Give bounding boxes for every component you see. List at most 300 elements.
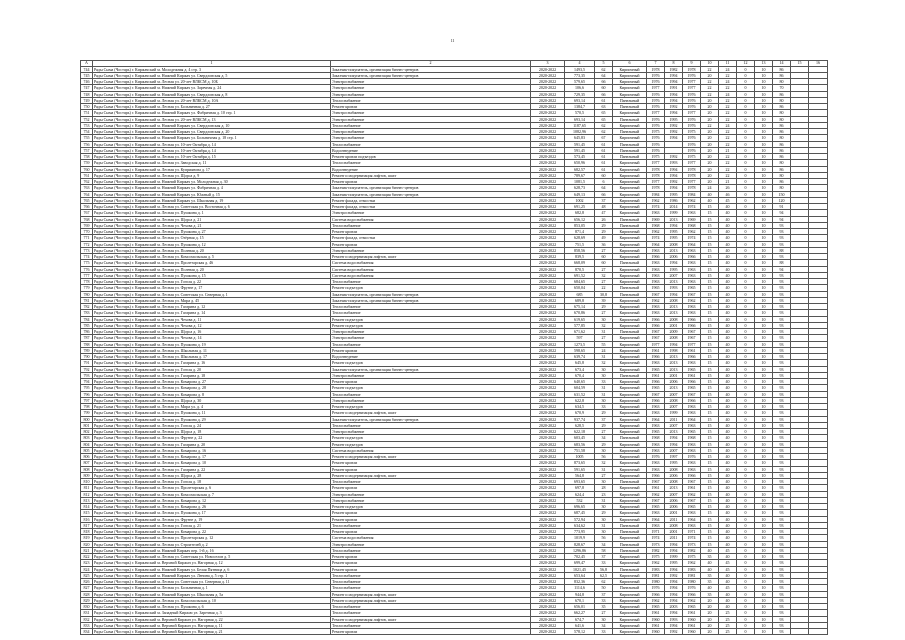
table-cell: 65 — [595, 116, 613, 122]
table-cell: 15 — [701, 516, 719, 522]
table-cell: 1994 — [665, 260, 683, 266]
table-cell: 1966 — [683, 354, 701, 360]
table-cell: 10 — [755, 229, 773, 235]
table-cell: Теплоснабжение — [331, 279, 531, 285]
table-cell: 93 — [773, 291, 791, 297]
table-cell: Панельный — [613, 141, 647, 147]
table-cell: Система водоснабжения — [331, 266, 531, 272]
table-cell: 853,05 — [565, 222, 595, 228]
table-cell: 88 — [773, 247, 791, 253]
table-cell: 813 — [81, 497, 93, 503]
table-cell: 1962 — [647, 297, 665, 303]
table-cell: 2020-2022 — [531, 191, 565, 197]
table-cell: 10 — [755, 522, 773, 528]
table-cell: 40 — [719, 435, 737, 441]
table-cell: Ряды Сыма (Чостарь) г. Киржачский м. Нижний Киржач ул. Белая Пятница д. 6 — [93, 566, 331, 572]
table-cell: 2020-2022 — [531, 322, 565, 328]
table-cell: Кирпичный — [613, 460, 647, 466]
table-cell: 93 — [773, 447, 791, 453]
table-cell: 1963 — [647, 260, 665, 266]
table-cell: 2006 — [665, 254, 683, 260]
table-cell: Ряды Сыма (Чостарь) г. Киржачский м. Верхний Киржач ул. Нагорная д. 12 — [93, 560, 331, 566]
table-cell: 40 — [719, 410, 737, 416]
table-cell: 36 — [595, 241, 613, 247]
table-cell: 10 — [755, 554, 773, 560]
table-cell: 1962 — [683, 491, 701, 497]
table-cell: 22 — [701, 66, 719, 72]
table-cell: 578,12 — [565, 629, 595, 635]
table-cell: 828 — [81, 591, 93, 597]
table-cell: 0 — [737, 347, 755, 353]
table-cell: 15 — [701, 366, 719, 372]
table-cell: Кирпичный — [613, 122, 647, 128]
table-cell: 649,13 — [565, 191, 595, 197]
table-cell: 570,5 — [565, 110, 595, 116]
table-cell: Ряды Сыма (Чостарь) г. Киржачский м. Нижний Киржач ул. Южный д. 15 — [93, 191, 331, 197]
table-cell: 10 — [755, 104, 773, 110]
table-cell: 0 — [737, 116, 755, 122]
table-cell: 93 — [773, 610, 791, 616]
table-cell: 1967 — [647, 329, 665, 335]
table-cell: 1966 — [683, 322, 701, 328]
table-cell: 22 — [719, 97, 737, 103]
table-cell: 32 — [595, 460, 613, 466]
table-cell: Ремонт подъездов — [331, 404, 531, 410]
table-cell: Теплоснабжение — [331, 222, 531, 228]
table-cell: 1967 — [683, 329, 701, 335]
table-cell: Кирпичный — [613, 472, 647, 478]
table-cell: Теплоснабжение — [331, 622, 531, 628]
table-cell: 691,52 — [565, 272, 595, 278]
table-cell: 2020-2022 — [531, 266, 565, 272]
table-cell: 40 — [719, 310, 737, 316]
table-cell: 2020-2022 — [531, 210, 565, 216]
table-cell: Заказчик-покупатель, организация бизнес-центров — [331, 416, 531, 422]
table-cell: 1976 — [683, 97, 701, 103]
table-cell: 2013 — [665, 247, 683, 253]
table-cell: 1965 — [683, 604, 701, 610]
table-cell: 1977 — [683, 179, 701, 185]
table-cell: Кирпичный — [613, 66, 647, 72]
table-cell: 2008 — [665, 466, 683, 472]
table-cell: 20 — [701, 129, 719, 135]
table-cell: Ряды Сыма (Чостарь) г. Киржачский м. Лесная ул. 20-лет ВЛКСМ д. 10А — [93, 97, 331, 103]
table-cell: Ряды Сыма (Чостарь) г. Киржачский м. Лесная ул. Комарова д. 28 — [93, 385, 331, 391]
table-cell: 93 — [773, 235, 791, 241]
table-cell: 1969 — [647, 216, 665, 222]
table-cell: 93 — [773, 229, 791, 235]
table-cell: Ряды Сыма (Чостарь) г. Киржачский м. Лесная ул. Строителей д. 2 — [93, 541, 331, 547]
table-cell: 1960 — [683, 629, 701, 635]
table-cell: 1976 — [683, 147, 701, 153]
table-cell: 40 — [719, 454, 737, 460]
table-cell: 827 — [81, 585, 93, 591]
table-cell: Ряды Сыма (Чостарь) г. Киржачский м. Лесная ул. Больничная д. 27 — [93, 104, 331, 110]
table-cell: 699,47 — [565, 560, 595, 566]
table-cell: 15 — [701, 335, 719, 341]
table-cell: 771 — [81, 235, 93, 241]
table-cell: 34 — [595, 622, 613, 628]
table-cell: Ряды Сыма (Чостарь) г. Киржачский м. Лесная ул. Пушкина д. 11 — [93, 410, 331, 416]
table-cell: 10 — [755, 410, 773, 416]
table-cell: 1961 — [683, 485, 701, 491]
table-cell: 2020-2022 — [531, 279, 565, 285]
table-cell: 37 — [595, 554, 613, 560]
table-cell: 729,35 — [565, 91, 595, 97]
table-cell: 1975 — [647, 129, 665, 135]
table-cell: 93 — [773, 316, 791, 322]
table-cell: 1963 — [683, 272, 701, 278]
table-cell: 15 — [701, 210, 719, 216]
table-cell: 1998 — [665, 347, 683, 353]
table-cell: Электроснабжение — [331, 335, 531, 341]
table-cell: 40 — [701, 547, 719, 553]
table-cell: Ряды Сыма (Чостарь) г. Киржачский м. Верхний Киржач ул. Нагорная д. 21 — [93, 629, 331, 635]
table-cell: 40 — [719, 572, 737, 578]
table-cell: 2020-2022 — [531, 204, 565, 210]
table-cell: 93 — [773, 529, 791, 535]
table-cell: 2020-2022 — [531, 554, 565, 560]
table-cell: 780 — [81, 291, 93, 297]
table-cell: 61 — [595, 97, 613, 103]
table-cell: 10 — [755, 604, 773, 610]
table-cell: 25 — [719, 622, 737, 628]
table-cell: 32 — [595, 322, 613, 328]
table-cell: Ряды Сыма (Чостарь) г. Киржачский м. Лесная ул. Гагарина д. 22 — [93, 466, 331, 472]
table-cell: 10 — [755, 354, 773, 360]
table-cell: 2003 — [665, 604, 683, 610]
table-cell: 10 — [755, 497, 773, 503]
table-cell: 1994 — [665, 97, 683, 103]
table-cell: 1968 — [683, 222, 701, 228]
table-cell: Ремонт кровли — [331, 347, 531, 353]
table-cell: Ряды Сыма (Чостарь) г. Киржачский м. Лесная ул. Советская ул. Восточная д. 6 — [93, 204, 331, 210]
table-cell: Ряды Сыма (Чостарь) г. Киржачский м. Лесная ул. Гоголя д. 20 — [93, 366, 331, 372]
table-cell: 22 — [719, 160, 737, 166]
table-cell: 40 — [719, 579, 737, 585]
table-cell: 2020-2022 — [531, 72, 565, 78]
table-cell: 1961 — [683, 347, 701, 353]
table-cell: 2020-2022 — [531, 360, 565, 366]
column-header: 13 — [755, 61, 773, 67]
table-cell: 22 — [719, 110, 737, 116]
table-cell: 35 — [595, 604, 613, 610]
column-header: 7 — [647, 61, 665, 67]
table-cell: 93 — [773, 454, 791, 460]
table-cell: 2020-2022 — [531, 310, 565, 316]
table-cell: 24 — [701, 185, 719, 191]
table-cell: 0 — [737, 435, 755, 441]
table-cell: 0 — [737, 66, 755, 72]
table-cell: 15 — [701, 204, 719, 210]
table-cell: 1962 — [683, 197, 701, 203]
table-cell: Ряды Сыма (Чостарь) г. Киржачский м. Нижний Киржач ул. Больничная д. 18 стр. 1 — [93, 135, 331, 141]
table-cell — [809, 629, 828, 635]
table-cell: Ремонт подъездов — [331, 360, 531, 366]
table-cell: 1963 — [683, 510, 701, 516]
table-cell: 0 — [737, 460, 755, 466]
table-cell: 49 — [595, 235, 613, 241]
table-cell: Заказчик-покупатель, организация бизнес-центров — [331, 72, 531, 78]
table-cell: Ряды Сыма (Чостарь) г. Киржачский м. Лесная ул. Гагарина д. 18 — [93, 372, 331, 378]
table-cell: Теплоснабжение — [331, 610, 531, 616]
table-cell: Кирпичный — [613, 316, 647, 322]
table-cell: 33 — [595, 629, 613, 635]
table-cell: 673,4 — [565, 366, 595, 372]
table-cell: Ряды Сыма (Чостарь) г. Киржачский м. Лесная ул. Пролетарская д. 12 — [93, 535, 331, 541]
table-cell: 573,45 — [565, 154, 595, 160]
table-cell: 40 — [719, 391, 737, 397]
table-cell: 2020-2022 — [531, 610, 565, 616]
table-cell: 2013 — [665, 304, 683, 310]
table-cell: 792 — [81, 366, 93, 372]
table-cell: 20 — [701, 166, 719, 172]
table-cell: 1981 — [683, 572, 701, 578]
table-cell: Кирпичный — [613, 610, 647, 616]
table-cell: 2020-2022 — [531, 629, 565, 635]
table-cell: Ремонт подъездов — [331, 385, 531, 391]
table-cell: 0 — [737, 604, 755, 610]
table-cell: 40 — [719, 516, 737, 522]
table-cell: 15 — [701, 229, 719, 235]
table-cell: 6 — [595, 179, 613, 185]
table-cell: Ряды Сыма (Чостарь) г. Киржачский м. Лесная ул. Полевая д. 20 — [93, 247, 331, 253]
table-cell: 1965 — [683, 285, 701, 291]
table-cell: 15 — [701, 535, 719, 541]
table-cell: 15 — [701, 216, 719, 222]
table-cell: 1994 — [665, 622, 683, 628]
table-cell: 93 — [773, 591, 791, 597]
table-cell: 0 — [737, 185, 755, 191]
table-cell: Ремонт кровли — [331, 229, 531, 235]
table-cell: 29 — [595, 510, 613, 516]
table-cell: 10 — [755, 535, 773, 541]
table-cell: 1994 — [665, 172, 683, 178]
table-cell: 66 — [595, 191, 613, 197]
table-cell: 2020-2022 — [531, 572, 565, 578]
table-cell: 10 — [755, 404, 773, 410]
table-cell: Ряды Сыма (Чостарь) г. Киржачский м. Лесная ул. Мира д. 45 — [93, 297, 331, 303]
table-cell: Теплоснабжение — [331, 141, 531, 147]
table-cell: 1963 — [683, 441, 701, 447]
table-cell: Ремонт и модернизация лифтов, шахт — [331, 454, 531, 460]
table-cell: Ремонт кровли — [331, 529, 531, 535]
table-cell: 93 — [773, 354, 791, 360]
table-cell: 93 — [773, 422, 791, 428]
table-cell: 1961 — [683, 610, 701, 616]
table-cell: 10 — [755, 310, 773, 316]
table-cell: 1991 — [665, 85, 683, 91]
table-cell: Ряды Сыма (Чостарь) г. Киржачский м. Нижний Киржач ул. Фабричная д. 4 — [93, 185, 331, 191]
table-cell: 0 — [737, 160, 755, 166]
table-cell: Ремонт кровли — [331, 516, 531, 522]
table-cell: 23 — [595, 491, 613, 497]
table-cell: 1978 — [683, 166, 701, 172]
table-cell: 1961 — [647, 485, 665, 491]
table-cell: Кирпичный — [613, 560, 647, 566]
table-cell: 693,14 — [565, 97, 595, 103]
table-cell: Ряды Сыма (Чостарь) г. Киржачский м. Лесная ул. Пушкина д. 19 — [93, 341, 331, 347]
table-cell: 751 — [81, 110, 93, 116]
table-cell: Кирпичный — [613, 354, 647, 360]
table-cell: Водоотведение — [331, 147, 531, 153]
table-cell: 55 — [595, 341, 613, 347]
table-cell: 15 — [701, 360, 719, 366]
table-cell: 15 — [701, 372, 719, 378]
table-cell: 1976 — [647, 454, 665, 460]
table-cell: 1994 — [665, 547, 683, 553]
table-cell: 0 — [737, 429, 755, 435]
table-cell: Ряды Сыма (Чостарь) г. Киржачский м. Лесная ул. 10-лет Октября д. 14 — [93, 141, 331, 147]
table-cell: 10 — [755, 210, 773, 216]
table-cell: 67 — [595, 135, 613, 141]
table-cell: 32 — [595, 272, 613, 278]
table-cell: Ряды Сыма (Чостарь) г. Киржачский м. Лесная ул. Пушкина д. 6 — [93, 604, 331, 610]
table-cell: 2020-2022 — [531, 397, 565, 403]
table-cell: Ряды Сыма (Чостарь) г. Киржачский м. Лесная ул. Пушкина д. 1 — [93, 210, 331, 216]
table-cell: 15 — [701, 341, 719, 347]
table-cell: 10 — [755, 485, 773, 491]
table-cell: 1994 — [665, 610, 683, 616]
table-cell: Электроснабжение — [331, 497, 531, 503]
table-cell: Кирпичный — [613, 454, 647, 460]
table-cell: 24 — [595, 347, 613, 353]
table-cell: 1963 — [647, 510, 665, 516]
table-cell: 0 — [737, 591, 755, 597]
table-cell: 29 — [595, 410, 613, 416]
table-cell: 33 — [595, 404, 613, 410]
table-cell: Кирпичный — [613, 591, 647, 597]
table-cell: Панельный — [613, 154, 647, 160]
table-cell: 604,59 — [565, 385, 595, 391]
table-cell: 60 — [595, 172, 613, 178]
table-cell: 15 — [701, 304, 719, 310]
table-cell: 10 — [755, 129, 773, 135]
table-cell: 1964 — [647, 416, 665, 422]
table-cell: 1992 — [665, 572, 683, 578]
table-cell: 150 — [773, 191, 791, 197]
table-cell: 86 — [773, 72, 791, 78]
table-cell: 93 — [773, 622, 791, 628]
table-cell: 86 — [773, 129, 791, 135]
table-cell: 2020-2022 — [531, 372, 565, 378]
table-cell: 1994 — [665, 91, 683, 97]
table-cell: 93 — [773, 547, 791, 553]
table-cell: Ряды Сыма (Чостарь) г. Киржачский м. Лесная ул. 20-лет ВЛКСМ д. 13 — [93, 116, 331, 122]
table-cell: 1967 — [647, 291, 665, 297]
table-cell: Ряды Сыма (Чостарь) г. Киржачский м. Лесная ул. Пушкина д. 15 — [93, 272, 331, 278]
table-cell: 675,14 — [565, 304, 595, 310]
table-cell: 93 — [773, 410, 791, 416]
table-cell: 10 — [755, 147, 773, 153]
table-cell: 40 — [719, 491, 737, 497]
table-cell: 2020-2022 — [531, 416, 565, 422]
table-cell: 2020-2022 — [531, 260, 565, 266]
table-cell: 10 — [755, 141, 773, 147]
table-cell: 1992 — [665, 154, 683, 160]
table-cell: Ряды Сыма (Чостарь) г. Киржачский м. Лесная ул. Комарова д. 17 — [93, 454, 331, 460]
page-number: 11 — [450, 38, 455, 43]
table-cell: Кирпичный — [613, 210, 647, 216]
table-cell: 2020-2022 — [531, 341, 565, 347]
table-cell: Ремонт и модернизация лифтов, шахт — [331, 172, 531, 178]
table-cell: 10 — [755, 247, 773, 253]
table-cell: 66 — [595, 79, 613, 85]
table-cell: 670,86 — [565, 310, 595, 316]
table-cell: 797 — [81, 397, 93, 403]
table-cell: 0 — [737, 285, 755, 291]
table-cell: 0 — [737, 504, 755, 510]
table-cell: 62 — [595, 122, 613, 128]
table-cell: 120 — [773, 197, 791, 203]
table-cell: 2020-2022 — [531, 585, 565, 591]
table-cell: 33 — [595, 560, 613, 566]
table-cell: 93 — [773, 322, 791, 328]
table-cell: 746 — [81, 79, 93, 85]
table-cell: 10 — [755, 191, 773, 197]
table-cell: 598,65 — [565, 347, 595, 353]
table-cell: 2013 — [665, 360, 683, 366]
table-cell: 0 — [737, 241, 755, 247]
table-cell: 1995 — [665, 229, 683, 235]
table-cell: 1976 — [683, 135, 701, 141]
table-cell: 10 — [755, 360, 773, 366]
table-cell: 94 — [773, 266, 791, 272]
table-cell: 0 — [737, 104, 755, 110]
table-cell: 2020-2022 — [531, 366, 565, 372]
table-cell: 22 — [719, 166, 737, 172]
table-cell: 597 — [565, 335, 595, 341]
table-cell: Ряды Сыма (Чостарь) г. Киржачский м. Нижний Киржач ул. Школьная д. 19 — [93, 197, 331, 203]
table-cell: 10 — [755, 441, 773, 447]
table-cell: 1982 — [683, 547, 701, 553]
table-cell: 15 — [701, 529, 719, 535]
table-cell: 2020-2022 — [531, 579, 565, 585]
table-cell: 10 — [755, 316, 773, 322]
table-cell: 31 — [595, 329, 613, 335]
table-cell: 2020-2022 — [531, 460, 565, 466]
table-cell: 1965 — [647, 604, 665, 610]
table-cell: 828,67 — [565, 541, 595, 547]
table-cell: 27 — [595, 472, 613, 478]
table-cell: Заказчик-покупатель, организация бизнес-центров — [331, 66, 531, 72]
table-cell: Ремонт кровли подъездов — [331, 154, 531, 160]
table-cell: Кирпичный — [613, 391, 647, 397]
table-cell: 744 — [81, 66, 93, 72]
table-cell: Ряды Сыма (Чостарь) г. Киржачский м. Лесная ул. Комсомольская д. 5 — [93, 254, 331, 260]
table-cell: 0 — [737, 522, 755, 528]
table-cell: 591,45 — [565, 147, 595, 153]
table-cell: 0 — [737, 616, 755, 622]
table-cell: 2020-2022 — [531, 591, 565, 597]
table-cell: 93 — [773, 304, 791, 310]
table-cell: 10 — [755, 272, 773, 278]
table-cell: 622,18 — [565, 429, 595, 435]
table-cell: 93 — [773, 460, 791, 466]
table-cell: Ряды Сыма (Чостарь) г. Киржачский м. Нижний Киржач ул. Фабричная д. 10 стр. 1 — [93, 110, 331, 116]
table-cell: 27 — [595, 310, 613, 316]
table-cell: 2009 — [665, 329, 683, 335]
table-cell: 751,58 — [565, 447, 595, 453]
table-cell: 807 — [81, 460, 93, 466]
table-cell: Ремонт подъездов — [331, 316, 531, 322]
table-cell: 15 — [701, 410, 719, 416]
table-cell: 10 — [755, 110, 773, 116]
table-cell: 40 — [719, 479, 737, 485]
table-cell: 0 — [737, 385, 755, 391]
table-cell: 1962 — [647, 197, 665, 203]
table-cell: 10 — [755, 547, 773, 553]
